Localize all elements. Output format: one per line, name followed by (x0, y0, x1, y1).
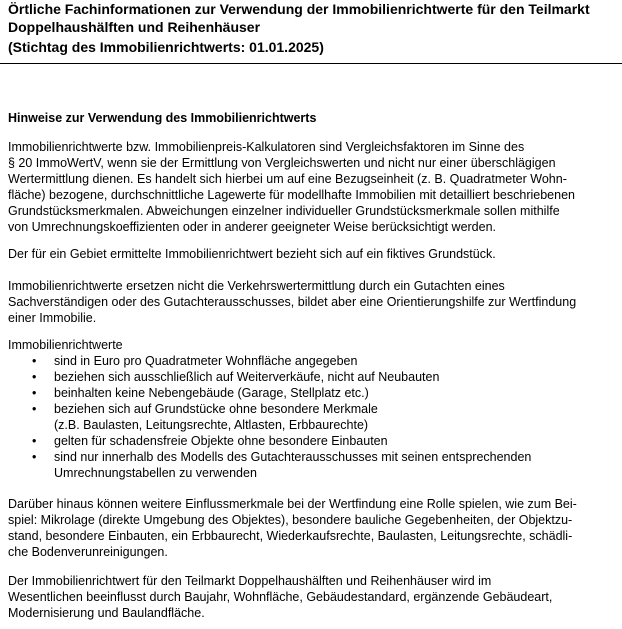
paragraph-fictitious-plot (8, 246, 618, 262)
bullet-icon: • (32, 402, 37, 416)
bullet-icon: • (32, 450, 37, 464)
document-header (0, 0, 622, 64)
header-title-line-2: Doppelhaushälften und Reihenhäuser (8, 19, 261, 35)
list-item-text: sind in Euro pro Quadratmeter Wohnfläche angegeben (54, 354, 358, 368)
text-line: Immobilienrichtwerte bzw. Immobilienpreis-Kalkulatoren sind Vergleichsfaktoren im Sinne des (8, 140, 525, 154)
text-line: Wertermittlung dienen. Es handelt sich hierbei um auf eine Bezugseinheit (z. B. Quadratmeter Wohn- (8, 172, 567, 186)
text-line: stand, besondere Einbauten, ein Erbbaurecht, Wiederkaufsrechte, Baulasten, Leitungsrechte, schädli- (8, 529, 573, 543)
text-line: Darüber hinaus können weitere Einflussmerkmale bei der Wertfindung eine Rolle spielen, wie zum Bei- (8, 497, 577, 511)
text-line: Der Immobilienrichtwert für den Teilmarkt Doppelhaushälften und Reihenhäuser wird im (8, 574, 492, 588)
text-line: Modernisierung und Baulandfläche. (8, 606, 205, 620)
paragraph-no-replacement (8, 278, 618, 326)
list-item-text: Umrechnungstabellen zu verwenden (54, 466, 257, 480)
bullet-icon: • (32, 434, 37, 448)
text-line: che Bodenverunreinigungen. (8, 545, 168, 559)
list-item (8, 401, 618, 433)
text-line: Wesentlichen beeinflusst durch Baujahr, Wohnfläche, Gebäudestandard, ergänzende Gebäudeart, (8, 590, 553, 604)
text-line: spiel: Mikrolage (direkte Umgebung des Objektes), besondere bauliche Gegebenheiten, der Objektzu- (8, 513, 573, 527)
list-item (8, 353, 618, 369)
text-line: einer Immobilie. (8, 311, 97, 325)
list-item (8, 369, 618, 385)
header-reference-date: (Stichtag des Immobilienrichtwerts: 01.01.2025) (8, 39, 324, 55)
paragraph-definition (8, 139, 618, 235)
text-line: Immobilienrichtwerte (8, 338, 123, 352)
list-item (8, 433, 618, 449)
list-intro (8, 337, 618, 353)
bullet-icon: • (32, 370, 37, 384)
list-item-text: beziehen sich ausschließlich auf Weiterverkäufe, nicht auf Neubauten (54, 370, 440, 384)
paragraph-market-influences (8, 573, 618, 621)
list-item-text: beinhalten keine Nebengebäude (Garage, Stellplatz etc.) (54, 386, 369, 400)
list-item-text: gelten für schadensfreie Objekte ohne besondere Einbauten (54, 434, 388, 448)
list-item-text: beziehen sich auf Grundstücke ohne besondere Merkmale (54, 402, 378, 416)
list-item-text: sind nur innerhalb des Modells des Gutachterausschusses mit seinen entsprechenden (54, 450, 532, 464)
text-line: Der für ein Gebiet ermittelte Immobilienrichtwert bezieht sich auf ein fiktives Grundstück. (8, 247, 496, 261)
text-line: von Umrechnungskoeffizienten oder in anderer geeigneter Weise berücksichtigt werden. (8, 220, 497, 234)
text-line: § 20 ImmoWertV, wenn sie der Ermittlung von Vergleichswerten und nicht nur einer überschlägigen (8, 156, 556, 170)
bullet-icon: • (32, 386, 37, 400)
bullet-icon: • (32, 354, 37, 368)
section-title: Hinweise zur Verwendung des Immobilienrichtwerts (8, 111, 317, 125)
text-line: Immobilienrichtwerte ersetzen nicht die Verkehrswertermittlung durch ein Gutachten eines (8, 279, 505, 293)
list-item-text: (z.B. Baulasten, Leitungsrechte, Altlasten, Erbbaurechte) (54, 418, 369, 432)
list-item (8, 385, 618, 401)
text-line: fläche) bezogene, durchschnittliche Lagewerte für modellhafte Immobilien mit detailliert beschriebenen (8, 188, 575, 202)
paragraph-influence-factors (8, 496, 618, 560)
text-line: Sachverständigen oder des Gutachterausschusses, bildet aber eine Orientierungshilfe zur Wertfindung (8, 295, 577, 309)
text-line: Grundstücksmerkmalen. Abweichungen einzelner individueller Grundstücksmerkmale sollen mithilfe (8, 204, 560, 218)
list-item (8, 449, 618, 481)
bullet-list (8, 353, 618, 481)
header-title-line-1: Örtliche Fachinformationen zur Verwendung der Immobilienrichtwerte für den Teilmarkt (8, 1, 590, 17)
